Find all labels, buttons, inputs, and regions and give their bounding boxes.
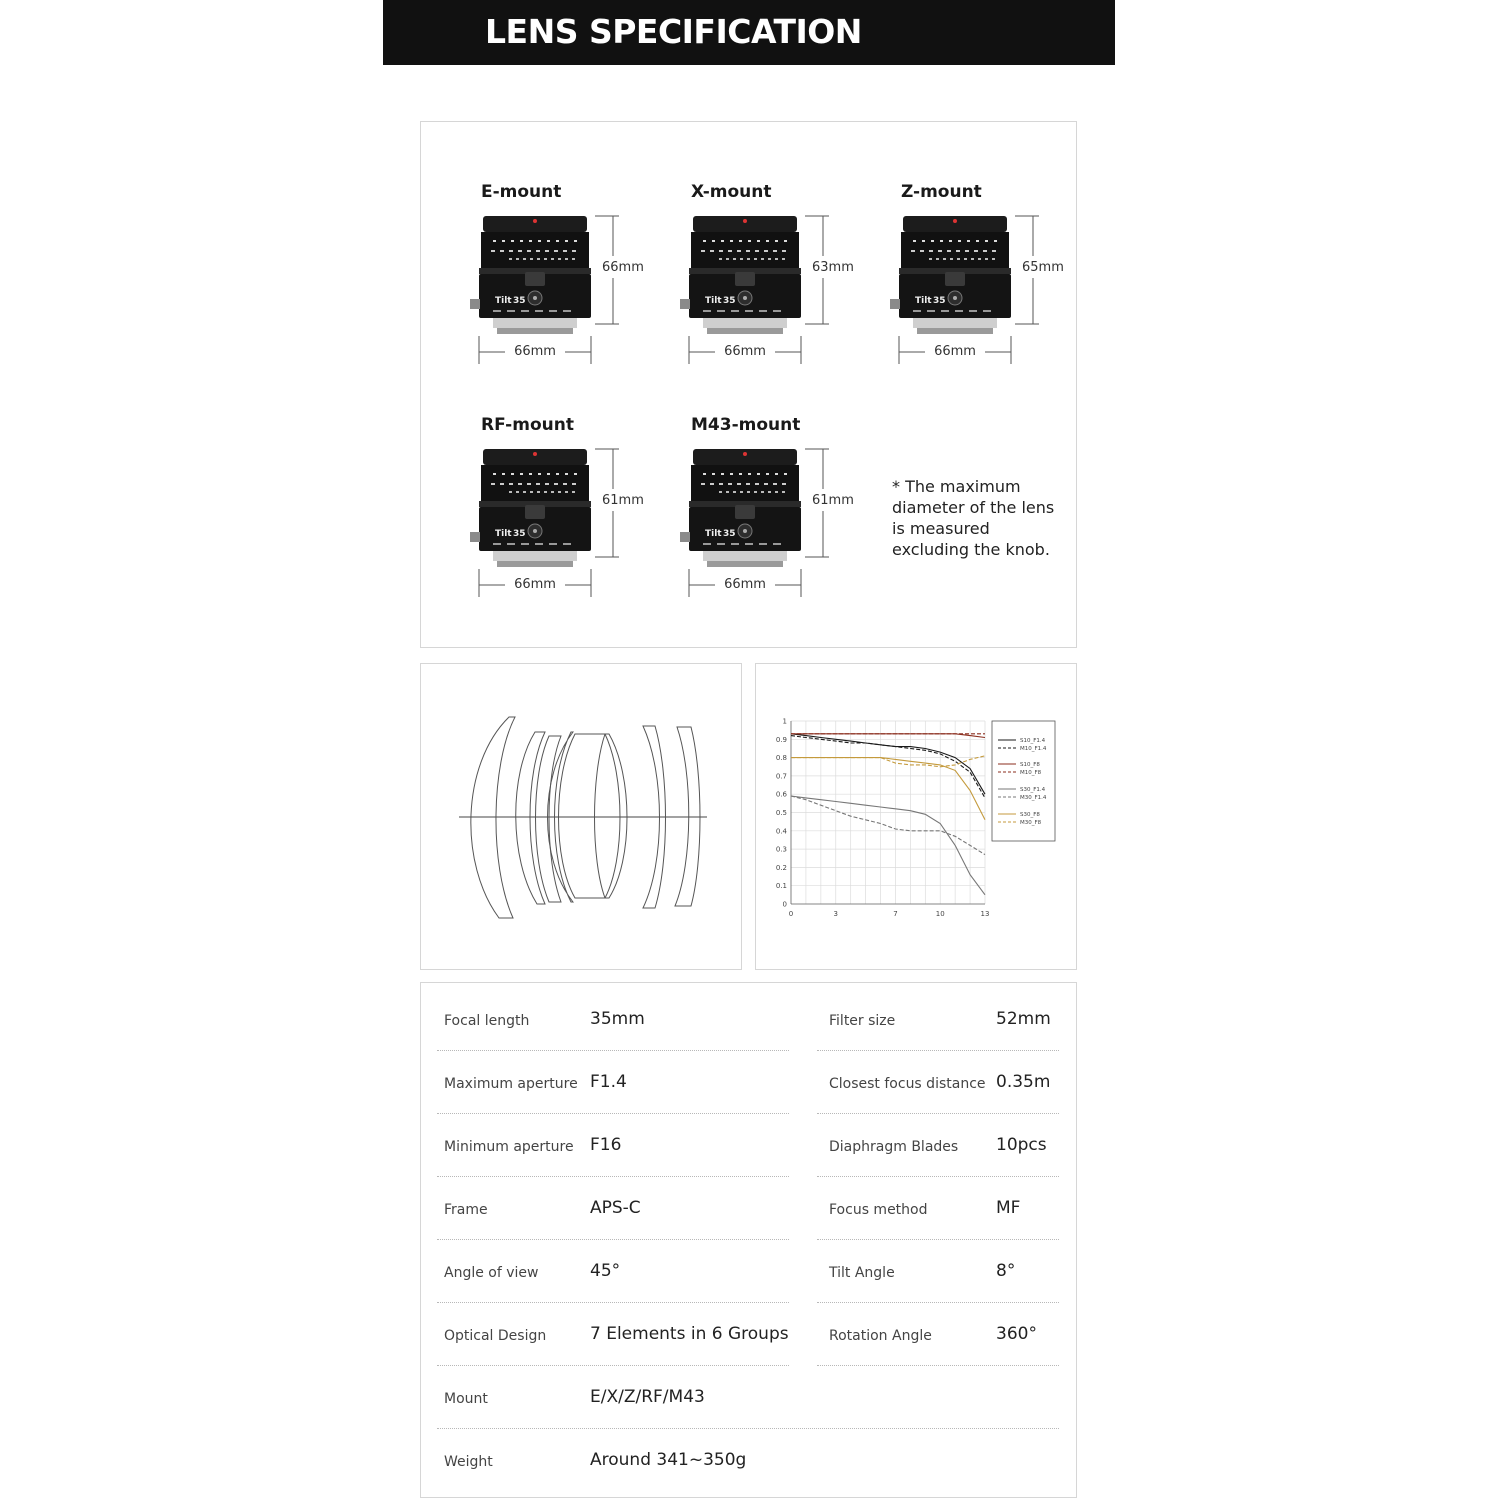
spec-label: Rotation Angle [829,1328,932,1344]
y-tick-label: 0.8 [775,754,787,763]
y-tick-label: 0 [782,900,787,909]
x-tick-label: 13 [980,910,990,918]
note-line: excluding the knob. [892,540,1050,559]
lens-focal-text: 35 [933,296,946,306]
spec-value: 45° [590,1261,621,1281]
row-divider [437,1302,789,1303]
chart-grid [791,721,985,904]
lens-model-text: Tilt [495,296,512,306]
measurement-note [892,476,1072,560]
spec-label: Filter size [829,1013,896,1029]
optical-diagram [421,664,741,969]
lens-focal-text: 35 [723,296,736,306]
legend-entry: S10_F8 [1020,762,1040,768]
spec-value: 10pcs [996,1135,1047,1155]
spec-label: Focal length [444,1013,530,1029]
spec-value: Around 341~350g [590,1450,747,1470]
y-tick-label: 1 [782,717,787,726]
spec-value: MF [996,1198,1021,1218]
spec-value: 35mm [590,1009,645,1029]
row-divider [817,1365,1059,1366]
height-dimension: 66mm [602,260,644,275]
optical-diagram-panel [420,663,742,970]
lens-model-text: Tilt [705,529,722,539]
spec-label: Focus method [829,1202,928,1218]
row-divider [437,1176,789,1177]
spec-label: Mount [444,1391,488,1407]
y-tick-label: 0.7 [775,772,787,781]
page-title: LENS SPECIFICATION [485,12,862,51]
height-dimension: 61mm [812,493,854,508]
y-tick-label: 0.1 [775,882,787,891]
legend-entry: M30_F1.4 [1020,795,1047,801]
mtf-chart [756,664,1076,969]
spec-label: Diaphragm Blades [829,1139,959,1155]
spec-value: F16 [590,1135,622,1155]
y-tick-label: 0.4 [775,827,787,836]
height-dimension: 65mm [1022,260,1064,275]
row-divider [817,1239,1059,1240]
spec-label: Tilt Angle [829,1265,895,1281]
series-line-s30-f8 [791,758,985,820]
y-tick-label: 0.3 [775,845,787,854]
x-tick-label: 10 [935,910,945,918]
mount-label: X-mount [691,182,772,202]
specs-table [420,982,1077,1498]
spec-label: Optical Design [444,1328,547,1344]
y-tick-label: 0.2 [775,863,787,872]
spec-label: Closest focus distance [829,1076,986,1092]
spec-label: Weight [444,1454,493,1470]
lens-element-2 [516,732,545,904]
mount-label: E-mount [481,182,562,202]
row-divider [437,1113,789,1114]
lens-element-6 [605,734,627,898]
chart-legend [992,721,1055,841]
y-tick-label: 0.9 [775,735,787,744]
x-tick-label: 7 [893,910,898,918]
legend-entry: M30_F8 [1020,820,1042,826]
legend-entry: S30_F1.4 [1020,787,1046,793]
height-dimension: 63mm [812,260,854,275]
mount-dimensions-panel [420,121,1077,648]
spec-label: Frame [444,1202,488,1218]
lens-focal-text: 35 [723,529,736,539]
height-dimension: 61mm [602,493,644,508]
width-dimension: 66mm [505,577,565,592]
mount-label: Z-mount [901,182,982,202]
row-divider [817,1302,1059,1303]
lens-model-text: Tilt [915,296,932,306]
spec-label: Maximum aperture [444,1076,578,1092]
width-dimension: 66mm [715,344,775,359]
y-tick-label: 0.6 [775,790,787,799]
row-divider [817,1050,1059,1051]
lens-focal-text: 35 [513,529,526,539]
width-dimension: 66mm [925,344,985,359]
spec-value: F1.4 [590,1072,627,1092]
lens-focal-text: 35 [513,296,526,306]
note-line: is measured [892,519,990,538]
series-line-s30-f1-4 [791,796,985,895]
spec-value: E/X/Z/RF/M43 [590,1387,705,1407]
legend-entry: M10_F1.4 [1020,746,1047,752]
spec-value: APS-C [590,1198,641,1218]
note-line: diameter of the lens [892,498,1055,517]
spec-value: 7 Elements in 6 Groups [590,1324,789,1344]
width-dimension: 66mm [505,344,565,359]
legend-entry: M10_F8 [1020,770,1042,776]
spec-value: 360° [996,1324,1037,1344]
mtf-chart-panel [755,663,1077,970]
note-line: * The maximum [892,477,1021,496]
lens-model-text: Tilt [495,529,512,539]
mount-label: M43-mount [691,415,801,435]
row-divider [817,1113,1059,1114]
series-line-m10-f1-4 [791,736,985,798]
mount-label: RF-mount [481,415,574,435]
x-tick-label: 3 [833,910,839,918]
spec-value: 52mm [996,1009,1051,1029]
header-banner [383,0,1115,65]
spec-label: Minimum aperture [444,1139,574,1155]
lens-element-5 [559,734,606,898]
series-line-s10-f1-4 [791,734,985,794]
row-divider [817,1176,1059,1177]
legend-entry: S10_F1.4 [1020,738,1046,744]
x-tick-label: 0 [788,910,794,918]
y-tick-label: 0.5 [775,809,787,817]
row-divider [437,1239,789,1240]
spec-value: 0.35m [996,1072,1051,1092]
legend-entry: S30_F8 [1020,812,1040,818]
spec-label: Angle of view [444,1265,539,1281]
width-dimension: 66mm [715,577,775,592]
spec-value: 8° [996,1261,1016,1281]
lens-model-text: Tilt [705,296,722,306]
row-divider [437,1428,1059,1429]
row-divider [437,1365,789,1366]
row-divider [437,1050,789,1051]
